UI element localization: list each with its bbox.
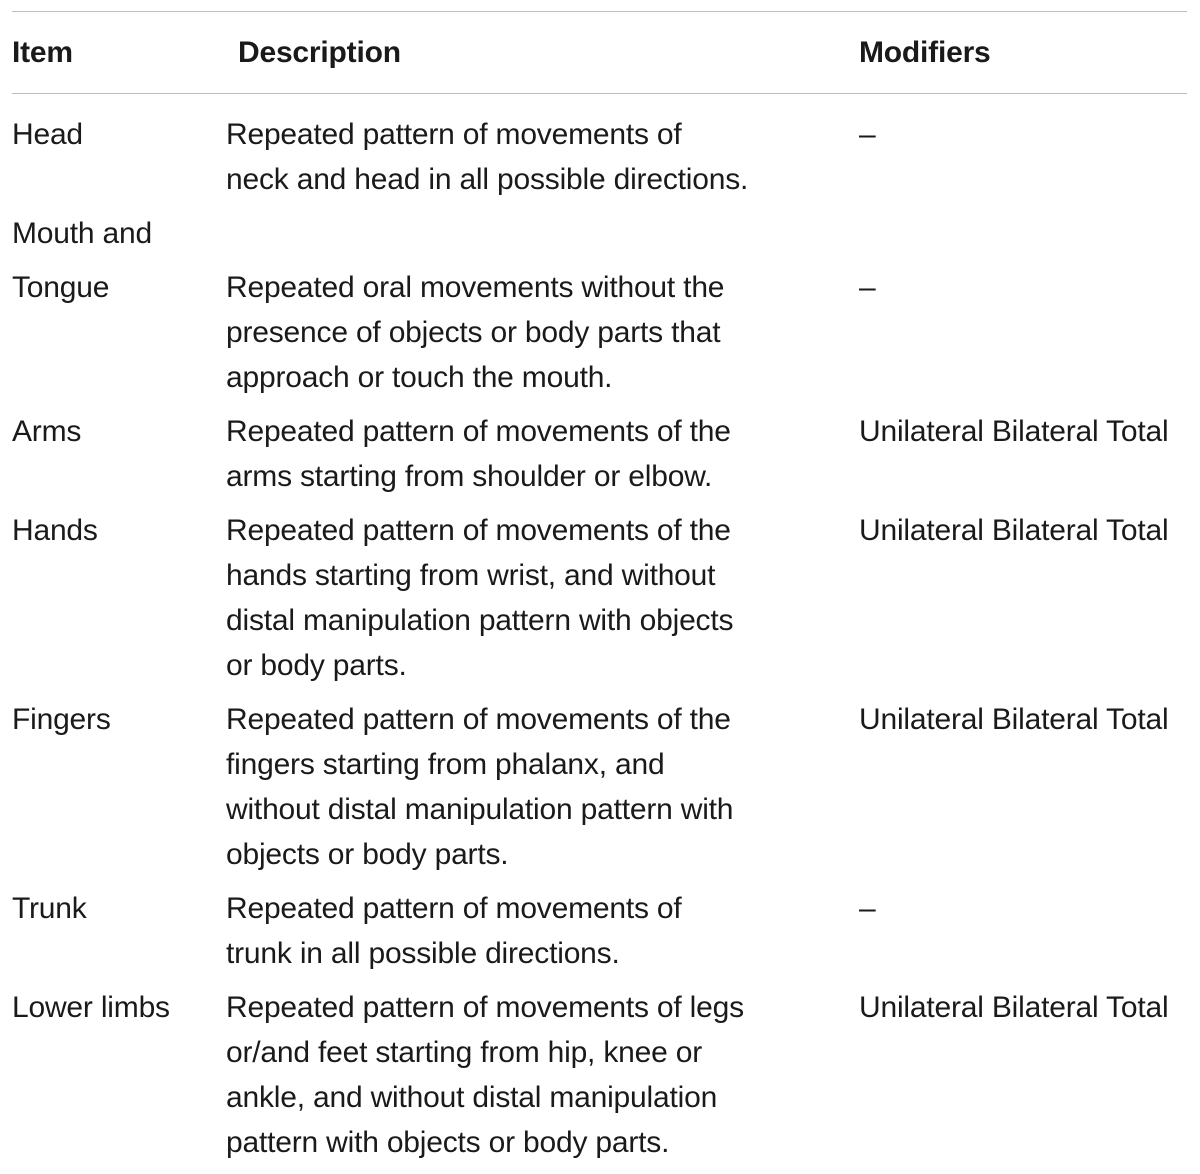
description-line: Repeated oral movements without the [226, 271, 725, 304]
header-divider-rule [12, 93, 1187, 94]
description-cell [226, 697, 847, 877]
modifiers-cell: – [859, 271, 876, 304]
item-cell: Head [12, 118, 83, 151]
column-header-item: Item [12, 36, 73, 69]
item-cell: Arms [12, 415, 82, 448]
table-row [0, 409, 1200, 499]
description-line: arms starting from shoulder or elbow. [226, 460, 713, 493]
table-row [0, 985, 1200, 1165]
modifiers-cell: – [859, 892, 876, 925]
description-line: distal manipulation pattern with objects [226, 604, 734, 637]
item-cell: Lower limbs [12, 991, 170, 1024]
modifiers-cell: Unilateral Bilateral Total [859, 514, 1169, 547]
item-cell: Tongue [12, 271, 110, 304]
modifiers-cell: – [859, 118, 876, 151]
description-line: presence of objects or body parts that [226, 316, 721, 349]
description-line: trunk in all possible directions. [226, 937, 620, 970]
description-line: without distal manipulation pattern with [226, 793, 734, 826]
item-cell: Mouth and [12, 217, 152, 250]
description-cell [226, 508, 847, 688]
description-line: hands starting from wrist, and without [226, 559, 716, 592]
description-line: neck and head in all possible directions. [226, 163, 749, 196]
description-line: ankle, and without distal manipulation [226, 1081, 718, 1114]
description-line: pattern with objects or body parts. [226, 1126, 670, 1159]
description-cell [226, 409, 847, 499]
description-line: fingers starting from phalanx, and [226, 748, 665, 781]
modifiers-cell: Unilateral Bilateral Total [859, 415, 1169, 448]
column-header-description: Description [238, 36, 401, 69]
description-line: Repeated pattern of movements of the [226, 514, 731, 547]
table-row [0, 508, 1200, 688]
item-cell: Hands [12, 514, 98, 547]
description-line: Repeated pattern of movements of the [226, 703, 731, 736]
description-line: Repeated pattern of movements of legs [226, 991, 744, 1024]
description-cell [226, 112, 847, 202]
modifiers-cell: Unilateral Bilateral Total [859, 703, 1169, 736]
table-row [0, 112, 1200, 202]
description-cell [226, 886, 847, 976]
column-header-modifiers: Modifiers [859, 36, 991, 69]
description-line: or/and feet starting from hip, knee or [226, 1036, 702, 1069]
table-row [0, 265, 1200, 400]
description-line: approach or touch the mouth. [226, 361, 613, 394]
description-line: Repeated pattern of movements of the [226, 415, 731, 448]
modifiers-cell: Unilateral Bilateral Total [859, 991, 1169, 1024]
description-cell [226, 985, 847, 1165]
table-row [0, 697, 1200, 877]
description-line: Repeated pattern of movements of [226, 118, 682, 151]
table-top-rule [12, 11, 1187, 12]
table-row [0, 886, 1200, 976]
item-cell: Fingers [12, 703, 111, 736]
table-body [0, 112, 1200, 1174]
description-cell [226, 265, 847, 400]
description-line: or body parts. [226, 649, 407, 682]
description-line: Repeated pattern of movements of [226, 892, 682, 925]
description-line: objects or body parts. [226, 838, 509, 871]
table-row [0, 211, 1200, 256]
item-cell: Trunk [12, 892, 87, 925]
